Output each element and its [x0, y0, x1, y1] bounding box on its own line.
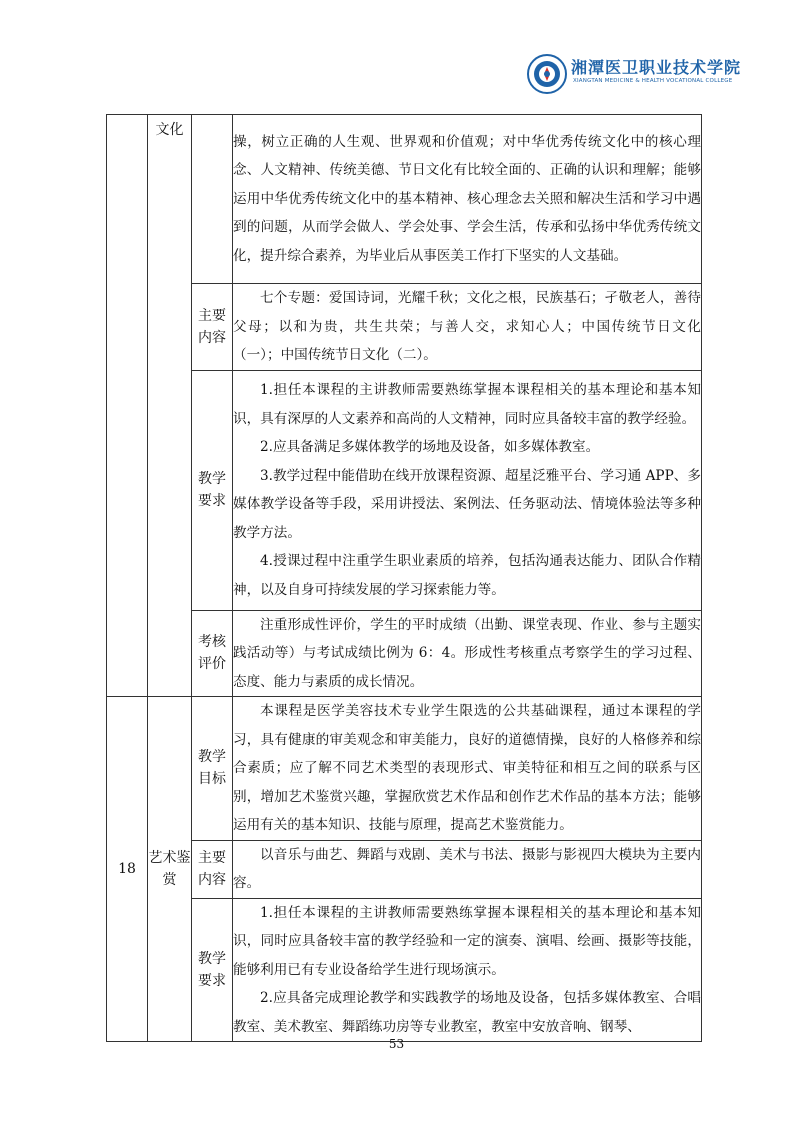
row-label-cell [192, 370, 233, 610]
row-label-cell [192, 898, 233, 1042]
objective-cell [233, 697, 702, 841]
table-row [107, 898, 702, 1042]
table-row [107, 370, 702, 610]
objective-cell [233, 115, 702, 284]
table-row [107, 284, 702, 371]
row-label-cell [192, 840, 233, 898]
school-name-en: XIANGTAN MEDICINE & HEALTH VOCATIONAL COLLEGE [573, 78, 733, 84]
content-text: 以音乐与曲艺、舞蹈与戏剧、美术与书法、摄影与影视四大模块为主要内容。 [233, 846, 701, 891]
course-name-cell [148, 115, 192, 697]
page-number: 53 [388, 1037, 405, 1051]
school-name-cn: 湘潭医卫职业技术学院 [571, 58, 742, 77]
requirements-label: 教学要求 [198, 471, 226, 509]
course-number-cell [107, 697, 148, 1042]
requirement-item: 4.授课过程中注重学生职业素质的培养，包括沟通表达能力、团队合作精神，以及自身可持续发展的学习探索能力等。 [233, 553, 701, 598]
requirements-cell [233, 370, 702, 610]
requirement-item: 3.教学过程中能借助在线开放课程资源、超星泛雅平台、学习通 APP、多媒体教学设备等手段，采用讲授法、案例法、任务驱动法、情境体验法等多种教学方法。 [233, 467, 701, 541]
course-name: 文化 [155, 122, 184, 138]
row-label-cell [192, 697, 233, 841]
course-number: 18 [118, 861, 136, 877]
content-label: 主要内容 [198, 850, 226, 888]
content-cell [233, 840, 702, 898]
requirement-item: 1.担任本课程的主讲教师需要熟练掌握本课程相关的基本理论和基本知识，同时应具备较丰富的教学经验和一定的演奏、演唱、绘画、摄影等技能，能够利用已有专业设备给学生进行现场演示。 [233, 904, 701, 978]
course-number-cell [107, 115, 148, 697]
content-text: 七个专题：爱国诗词，光耀千秋；文化之根，民族基石；孑敬老人，善待父母；以和为贵，共生共荣；与善人交，求知心人；中国传统节日文化（一）；中国传统节日文化（二）。 [233, 290, 701, 363]
school-emblem-icon [527, 54, 567, 94]
row-label-cell [192, 610, 233, 697]
requirement-item: 2.应具备完成理论教学和实践教学的场地及设备，包括多媒体教室、合唱教室、美术教室、舞蹈练功房等专业教室，教室中安放音响、钢琴、 [233, 990, 701, 1035]
assessment-cell [233, 610, 702, 697]
objective-text: 操，树立正确的人生观、世界观和价值观；对中华优秀传统文化中的核心理念、人文精神、传统美德、节日文化有比较全面的、正确的认识和理解；能够运用中华优秀传统文化中的基本精神、核心理念去关照和解决生活和学习中遇到的问题，从而学会做人、学会处事、学会生活，传承和弘扬中华优秀传统文化，提升综合素养，为毕业后从事医美工作打下坚实的人文基础。 [233, 133, 701, 264]
table-row [107, 840, 702, 898]
table-row [107, 697, 702, 841]
school-logo [527, 52, 753, 96]
requirement-item: 1.担任本课程的主讲教师需要熟练掌握本课程相关的基本理论和基本知识，具有深厚的人文素养和高尚的人文精神，同时应具备较丰富的教学经验。 [233, 382, 701, 427]
row-label-cell [192, 284, 233, 371]
assessment-text: 注重形成性评价，学生的平时成绩（出勤、课堂表现、作业、参与主题实践活动等）与考试成绩比例为 6：4。形成性考核重点考察学生的学习过程、态度、能力与素质的成长情况。 [233, 616, 701, 690]
requirements-cell [233, 898, 702, 1042]
content-cell [233, 284, 702, 371]
table-row [107, 115, 702, 284]
objective-text: 本课程是医学美容技术专业学生限选的公共基础课程，通过本课程的学习，具有健康的审美观念和审美能力，良好的道德情操，良好的人格修养和综合素质；应了解不同艺术类型的表现形式、审美特征和相互之间的联系与区别，增加艺术鉴赏兴趣，掌握欣赏艺术作品和创作艺术作品的基本方法；能够运用有关的基本知识、技能与原理，提高艺术鉴赏能力。 [233, 703, 701, 833]
table-row [107, 610, 702, 697]
course-name: 艺术鉴赏 [148, 850, 191, 888]
requirement-item: 2.应具备满足多媒体教学的场地及设备，如多媒体教室。 [260, 439, 600, 455]
requirements-label: 教学要求 [198, 950, 226, 989]
objective-label: 教学目标 [198, 749, 226, 788]
row-label-cell [192, 115, 233, 284]
assessment-label: 考核评价 [198, 634, 226, 673]
content-label: 主要内容 [198, 307, 226, 346]
curriculum-table [106, 114, 702, 1042]
course-name-cell [148, 697, 192, 1042]
